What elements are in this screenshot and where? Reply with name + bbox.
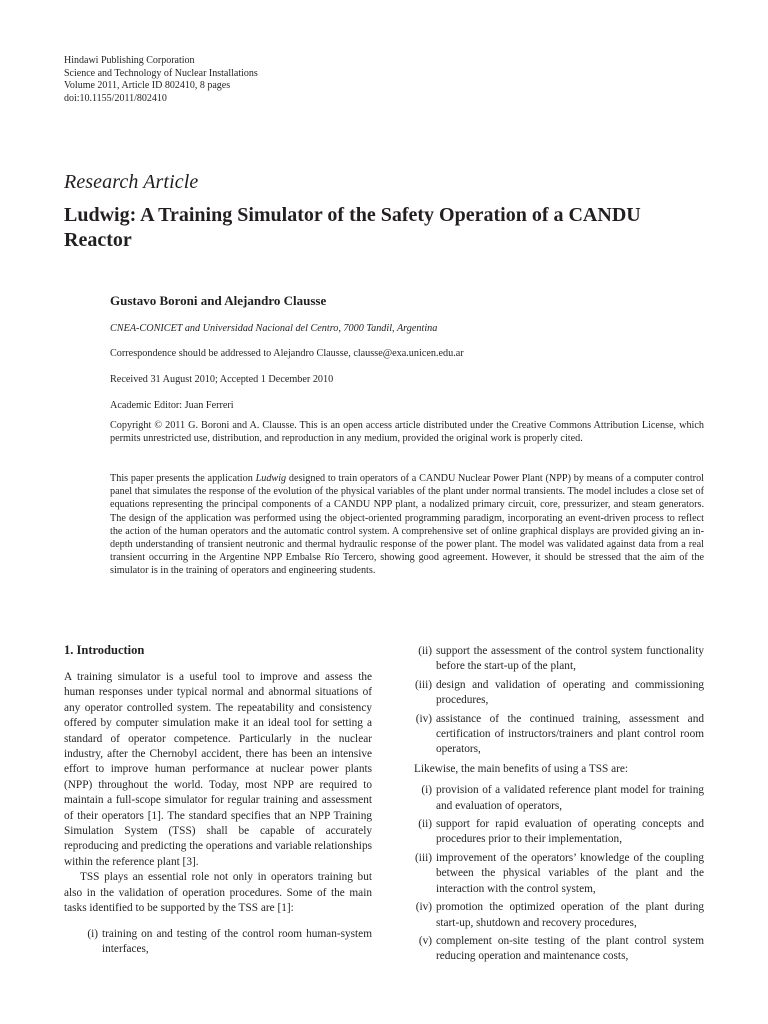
list-item	[408, 817, 704, 848]
abstract-start: This paper presents the application	[110, 473, 256, 484]
list-item	[408, 644, 704, 675]
list-item	[408, 934, 704, 965]
list-item-text: promotion the optimized operation of the plant during start-up, shutdown and recovery procedures,	[436, 901, 704, 929]
copyright-notice: Copyright © 2011 G. Boroni and A. Clausse. This is an open access article distributed under the Creative Commons Attribution License, which permits unrestricted use, distribution, and reproduction in any medium, provided the original work is properly cited.	[110, 420, 704, 445]
academic-editor: Academic Editor: Juan Ferreri	[110, 400, 234, 411]
list-item	[408, 678, 704, 709]
list-item-number: (ii)	[418, 818, 432, 831]
list-item-text: support the assessment of the control system functionality before the start-up of the plant,	[436, 645, 704, 673]
correspondence-email[interactable]: clausse@exa.unicen.edu.ar	[353, 348, 464, 359]
list-item-number: (ii)	[418, 645, 432, 657]
right-column	[408, 644, 704, 968]
authors: Gustavo Boroni and Alejandro Clausse	[110, 293, 327, 308]
list-item-text: support for rapid evaluation of operating concepts and procedures prior to their implementation,	[436, 818, 704, 846]
benefits-intro: Likewise, the main benefits of using a TSS are:	[414, 762, 629, 775]
list-item-number: (i)	[421, 784, 432, 797]
list-item-number: (i)	[87, 927, 98, 940]
correspondence	[110, 347, 704, 360]
list-item-text: improvement of the operators’ knowledge of the coupling between the physical variables of the plant and the interaction with the control system,	[436, 851, 704, 895]
received-date: Received 31 August 2010; Accepted 1 December 2010	[110, 374, 334, 385]
list-item	[408, 900, 704, 931]
section-heading: 1. Introduction	[64, 643, 145, 657]
list-item-number: (iv)	[415, 712, 432, 725]
list-item-number: (iii)	[415, 851, 432, 864]
list-item-text: design and validation of operating and commissioning procedures,	[436, 678, 704, 707]
benefits-list	[408, 783, 704, 964]
list-item	[78, 927, 372, 958]
list-item-number: (iv)	[415, 901, 432, 914]
volume-info: Volume 2011, Article ID 802410, 8 pages	[64, 80, 231, 92]
list-item-number: (v)	[418, 934, 432, 947]
list-item-number: (iii)	[415, 678, 432, 691]
doi: doi:10.1155/2011/802410	[64, 92, 167, 104]
list-item-text: complement on-site testing of the plant control system reducing operation and maintenance costs,	[436, 934, 704, 963]
list-item-text: training on and testing of the control room human-system interfaces,	[102, 927, 372, 955]
list-item-text: assistance of the continued training, assessment and certification of instructors/trainers and plant control room operators,	[436, 712, 704, 756]
left-column	[64, 642, 372, 957]
tasks-list-left	[64, 927, 372, 958]
list-item-text: provision of a validated reference plant model for training and evaluation of operators,	[436, 784, 704, 812]
list-item	[408, 712, 704, 758]
tasks-list-right	[408, 644, 704, 758]
list-item	[408, 851, 704, 897]
abstract-app-name: Ludwig	[255, 473, 287, 484]
affiliation: CNEA-CONICET and Universidad Nacional del Centro, 7000 Tandil, Argentina	[110, 323, 438, 334]
list-item	[408, 783, 704, 814]
journal-header	[64, 55, 258, 105]
article-title: Ludwig: A Training Simulator of the Safety Operation of a CANDU Reactor	[64, 204, 641, 251]
abstract-rest: designed to train operators of a CANDU Nuclear Power Plant (NPP) by means of a computer control panel that simulates the response of the evolution of the physical variables of the plant under normal transients. The model includes a close set of equations representing the principal components of a CANDU NPP plant, a nodalized primary circuit, core, pressurizer, and steam generators. The design of the application was performed using the object-oriented programming paradigm, incorporating an event-driven process to reflect the action of the human operators and the automatic control system. A comprehensive set of online graphical displays are provided giving an in-depth understanding of transient neutronic and thermal hydraulic response of the power plant. The model was validated against data from a real transient occurring in the Argentine NPP Embalse Río Tercero, showing good agreement. However, it should be stressed that the aim of the simulator is in the training of operators and engineering students.	[110, 473, 704, 577]
journal-name: Science and Technology of Nuclear Installations	[64, 67, 258, 79]
article-type: Research Article	[64, 171, 199, 193]
intro-paragraph-1: A training simulator is a useful tool to improve and assess the human responses under typical normal and abnormal situations of any operator controlled system. The repeatability and consistency offered by computer simulation make it an ideal tool for setting a standard of operator competence. Particularly in the nuclear industry, after the Chernobyl accident, there has been an intensive effort to improve human performance at nuclear power plants (NPP) throughout the world. Today, most NPP are required to maintain a full-scope simulator for regular training and assessment of their operators [1]. The standard specifies that an NPP Training Simulation System (TSS) shall be capable of accurately reproducing and predicting the operations and variable relationships within the reference plant [3].	[64, 671, 372, 868]
abstract	[110, 472, 704, 578]
correspondence-text: Correspondence should be addressed to Alejandro Clausse,	[110, 348, 354, 359]
publisher: Hindawi Publishing Corporation	[64, 55, 195, 66]
intro-paragraph-2: TSS plays an essential role not only in operators training but also in the validation of operation procedures. Some of the main tasks identified to be supported by the TSS are [1]:	[64, 871, 372, 915]
